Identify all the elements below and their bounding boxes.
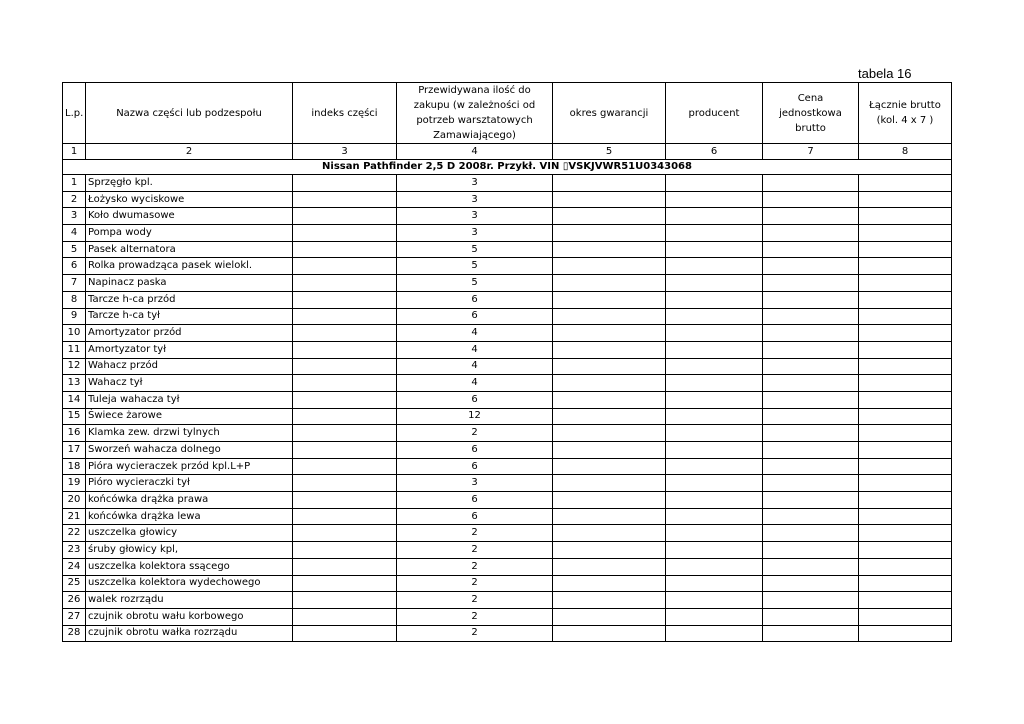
- row-warranty: [553, 225, 666, 242]
- table-row: [63, 275, 952, 292]
- row-total-gross: [859, 341, 952, 358]
- row-total-gross: [859, 325, 952, 342]
- table-row: [63, 575, 952, 592]
- row-producer: [666, 175, 763, 192]
- row-producer: [666, 325, 763, 342]
- row-unit-price: [763, 358, 859, 375]
- row-part-index: [293, 308, 397, 325]
- row-unit-price: [763, 592, 859, 609]
- row-quantity: 3: [397, 475, 553, 492]
- table-row: [63, 608, 952, 625]
- row-producer: [666, 558, 763, 575]
- row-producer: [666, 391, 763, 408]
- row-lp: 2: [63, 191, 86, 208]
- row-unit-price: [763, 258, 859, 275]
- row-lp: 1: [63, 175, 86, 192]
- row-unit-price: [763, 191, 859, 208]
- row-warranty: [553, 241, 666, 258]
- row-unit-price: [763, 625, 859, 642]
- row-total-gross: [859, 375, 952, 392]
- row-quantity: 6: [397, 391, 553, 408]
- row-producer: [666, 475, 763, 492]
- row-unit-price: [763, 408, 859, 425]
- row-lp: 22: [63, 525, 86, 542]
- row-lp: 15: [63, 408, 86, 425]
- row-part-name: śruby głowicy kpl,: [86, 542, 293, 559]
- row-total-gross: [859, 208, 952, 225]
- table-row: [63, 425, 952, 442]
- row-quantity: 2: [397, 625, 553, 642]
- row-warranty: [553, 575, 666, 592]
- row-producer: [666, 275, 763, 292]
- row-lp: 3: [63, 208, 86, 225]
- row-quantity: 2: [397, 542, 553, 559]
- row-part-name: Amortyzator tył: [86, 341, 293, 358]
- row-part-name: Amortyzator przód: [86, 325, 293, 342]
- row-producer: [666, 241, 763, 258]
- row-unit-price: [763, 542, 859, 559]
- row-producer: [666, 492, 763, 509]
- row-warranty: [553, 442, 666, 459]
- row-warranty: [553, 375, 666, 392]
- row-part-name: czujnik obrotu wału korbowego: [86, 608, 293, 625]
- table-row: [63, 525, 952, 542]
- row-total-gross: [859, 308, 952, 325]
- row-quantity: 5: [397, 241, 553, 258]
- row-warranty: [553, 425, 666, 442]
- row-unit-price: [763, 475, 859, 492]
- row-total-gross: [859, 175, 952, 192]
- table-row: [63, 558, 952, 575]
- row-total-gross: [859, 358, 952, 375]
- row-part-name: końcówka drążka lewa: [86, 508, 293, 525]
- table-row: [63, 191, 952, 208]
- row-unit-price: [763, 458, 859, 475]
- row-part-name: Koło dwumasowe: [86, 208, 293, 225]
- row-total-gross: [859, 275, 952, 292]
- row-quantity: 6: [397, 442, 553, 459]
- column-number: 1: [63, 144, 86, 160]
- row-part-name: walek rozrządu: [86, 592, 293, 609]
- column-number: 2: [86, 144, 293, 160]
- row-unit-price: [763, 608, 859, 625]
- row-quantity: 5: [397, 258, 553, 275]
- row-part-index: [293, 458, 397, 475]
- row-warranty: [553, 258, 666, 275]
- row-warranty: [553, 391, 666, 408]
- row-quantity: 2: [397, 592, 553, 609]
- row-warranty: [553, 358, 666, 375]
- row-lp: 21: [63, 508, 86, 525]
- row-part-name: Pompa wody: [86, 225, 293, 242]
- row-quantity: 4: [397, 358, 553, 375]
- row-lp: 9: [63, 308, 86, 325]
- row-warranty: [553, 208, 666, 225]
- row-part-index: [293, 508, 397, 525]
- row-part-name: Pasek alternatora: [86, 241, 293, 258]
- column-number: 5: [553, 144, 666, 160]
- row-part-index: [293, 492, 397, 509]
- row-unit-price: [763, 175, 859, 192]
- row-producer: [666, 592, 763, 609]
- row-part-index: [293, 525, 397, 542]
- row-unit-price: [763, 558, 859, 575]
- row-part-index: [293, 442, 397, 459]
- row-quantity: 6: [397, 308, 553, 325]
- row-part-index: [293, 558, 397, 575]
- table-row: [63, 592, 952, 609]
- row-part-index: [293, 425, 397, 442]
- row-unit-price: [763, 492, 859, 509]
- row-quantity: 2: [397, 608, 553, 625]
- row-lp: 28: [63, 625, 86, 642]
- row-quantity: 3: [397, 208, 553, 225]
- row-quantity: 2: [397, 558, 553, 575]
- table-row: [63, 258, 952, 275]
- column-number-row: [63, 144, 952, 160]
- row-lp: 23: [63, 542, 86, 559]
- table-row: [63, 375, 952, 392]
- row-producer: [666, 608, 763, 625]
- row-part-name: Napinacz paska: [86, 275, 293, 292]
- table-row: [63, 391, 952, 408]
- row-lp: 19: [63, 475, 86, 492]
- row-total-gross: [859, 258, 952, 275]
- row-unit-price: [763, 442, 859, 459]
- table-row: [63, 625, 952, 642]
- row-part-name: uszczelka głowicy: [86, 525, 293, 542]
- table-row: [63, 442, 952, 459]
- row-lp: 11: [63, 341, 86, 358]
- row-warranty: [553, 341, 666, 358]
- row-unit-price: [763, 508, 859, 525]
- row-producer: [666, 442, 763, 459]
- row-part-name: Tarcze h-ca przód: [86, 291, 293, 308]
- row-part-name: Sworzeń wahacza dolnego: [86, 442, 293, 459]
- row-producer: [666, 408, 763, 425]
- table-row: [63, 542, 952, 559]
- row-warranty: [553, 592, 666, 609]
- row-producer: [666, 341, 763, 358]
- row-warranty: [553, 175, 666, 192]
- row-total-gross: [859, 458, 952, 475]
- row-lp: 25: [63, 575, 86, 592]
- row-quantity: 12: [397, 408, 553, 425]
- row-part-name: Rolka prowadząca pasek wielokl.: [86, 258, 293, 275]
- section-title: Nissan Pathfinder 2,5 D 2008r. Przykł. VIN ▯VSKJVWR51U0343068: [63, 160, 952, 175]
- column-number: 4: [397, 144, 553, 160]
- row-unit-price: [763, 341, 859, 358]
- row-part-index: [293, 608, 397, 625]
- row-part-index: [293, 275, 397, 292]
- row-quantity: 6: [397, 291, 553, 308]
- row-quantity: 3: [397, 191, 553, 208]
- row-producer: [666, 375, 763, 392]
- row-unit-price: [763, 325, 859, 342]
- row-warranty: [553, 558, 666, 575]
- row-total-gross: [859, 391, 952, 408]
- row-part-index: [293, 241, 397, 258]
- table-row: [63, 308, 952, 325]
- row-producer: [666, 508, 763, 525]
- row-quantity: 6: [397, 458, 553, 475]
- row-part-name: Tarcze h-ca tył: [86, 308, 293, 325]
- row-unit-price: [763, 208, 859, 225]
- row-warranty: [553, 275, 666, 292]
- row-total-gross: [859, 442, 952, 459]
- row-part-name: uszczelka kolektora wydechowego: [86, 575, 293, 592]
- row-unit-price: [763, 391, 859, 408]
- row-part-index: [293, 575, 397, 592]
- row-warranty: [553, 325, 666, 342]
- row-part-index: [293, 341, 397, 358]
- row-part-index: [293, 475, 397, 492]
- row-lp: 12: [63, 358, 86, 375]
- row-part-index: [293, 408, 397, 425]
- header-part-index: indeks części: [293, 83, 397, 144]
- row-total-gross: [859, 425, 952, 442]
- row-unit-price: [763, 575, 859, 592]
- row-warranty: [553, 542, 666, 559]
- row-lp: 20: [63, 492, 86, 509]
- parts-table: [62, 82, 952, 642]
- row-total-gross: [859, 291, 952, 308]
- row-lp: 26: [63, 592, 86, 609]
- row-producer: [666, 225, 763, 242]
- row-unit-price: [763, 308, 859, 325]
- row-producer: [666, 308, 763, 325]
- header-warranty: okres gwarancji: [553, 83, 666, 144]
- row-unit-price: [763, 241, 859, 258]
- table-row: [63, 408, 952, 425]
- row-total-gross: [859, 408, 952, 425]
- table-row: [63, 508, 952, 525]
- row-lp: 6: [63, 258, 86, 275]
- row-lp: 8: [63, 291, 86, 308]
- row-producer: [666, 258, 763, 275]
- row-part-name: Pióro wycieraczki tył: [86, 475, 293, 492]
- row-quantity: 2: [397, 525, 553, 542]
- row-warranty: [553, 525, 666, 542]
- row-warranty: [553, 608, 666, 625]
- table-row: [63, 175, 952, 192]
- header-part-name: Nazwa części lub podzespołu: [86, 83, 293, 144]
- row-lp: 10: [63, 325, 86, 342]
- row-part-name: Sprzęgło kpl.: [86, 175, 293, 192]
- row-unit-price: [763, 275, 859, 292]
- row-total-gross: [859, 508, 952, 525]
- row-producer: [666, 291, 763, 308]
- row-total-gross: [859, 492, 952, 509]
- row-lp: 18: [63, 458, 86, 475]
- row-producer: [666, 525, 763, 542]
- column-number: 7: [763, 144, 859, 160]
- row-quantity: 2: [397, 575, 553, 592]
- row-producer: [666, 458, 763, 475]
- row-part-index: [293, 208, 397, 225]
- row-part-index: [293, 225, 397, 242]
- row-lp: 5: [63, 241, 86, 258]
- header-quantity: Przewidywana ilość do zakupu (w zależności od potrzeb warsztatowych Zamawiającego): [397, 83, 553, 144]
- row-part-name: Wahacz przód: [86, 358, 293, 375]
- row-quantity: 3: [397, 175, 553, 192]
- table-row: [63, 475, 952, 492]
- row-warranty: [553, 191, 666, 208]
- row-unit-price: [763, 291, 859, 308]
- row-part-name: końcówka drążka prawa: [86, 492, 293, 509]
- row-quantity: 2: [397, 425, 553, 442]
- row-total-gross: [859, 225, 952, 242]
- row-part-index: [293, 175, 397, 192]
- row-part-index: [293, 375, 397, 392]
- row-total-gross: [859, 191, 952, 208]
- table-row: [63, 241, 952, 258]
- row-lp: 24: [63, 558, 86, 575]
- row-warranty: [553, 458, 666, 475]
- row-part-name: Tuleja wahacza tył: [86, 391, 293, 408]
- row-producer: [666, 575, 763, 592]
- row-part-index: [293, 625, 397, 642]
- row-lp: 17: [63, 442, 86, 459]
- row-part-index: [293, 391, 397, 408]
- row-warranty: [553, 625, 666, 642]
- row-total-gross: [859, 558, 952, 575]
- row-part-name: Klamka zew. drzwi tylnych: [86, 425, 293, 442]
- table-row: [63, 358, 952, 375]
- header-row: [63, 83, 952, 144]
- row-warranty: [553, 308, 666, 325]
- row-lp: 7: [63, 275, 86, 292]
- row-producer: [666, 425, 763, 442]
- row-part-index: [293, 592, 397, 609]
- row-warranty: [553, 408, 666, 425]
- row-part-name: Pióra wycieraczek przód kpl.L+P: [86, 458, 293, 475]
- row-lp: 4: [63, 225, 86, 242]
- row-total-gross: [859, 475, 952, 492]
- row-unit-price: [763, 525, 859, 542]
- column-number: 8: [859, 144, 952, 160]
- row-warranty: [553, 492, 666, 509]
- row-producer: [666, 358, 763, 375]
- row-warranty: [553, 508, 666, 525]
- row-total-gross: [859, 608, 952, 625]
- row-part-index: [293, 325, 397, 342]
- row-total-gross: [859, 542, 952, 559]
- row-producer: [666, 191, 763, 208]
- row-quantity: 5: [397, 275, 553, 292]
- table-row: [63, 225, 952, 242]
- row-producer: [666, 542, 763, 559]
- row-part-index: [293, 291, 397, 308]
- header-producer: producent: [666, 83, 763, 144]
- row-warranty: [553, 291, 666, 308]
- row-part-index: [293, 258, 397, 275]
- row-total-gross: [859, 525, 952, 542]
- row-lp: 14: [63, 391, 86, 408]
- column-number: 3: [293, 144, 397, 160]
- row-part-name: Łożysko wyciskowe: [86, 191, 293, 208]
- table-caption: tabela 16: [858, 66, 912, 81]
- row-unit-price: [763, 375, 859, 392]
- table-row: [63, 291, 952, 308]
- row-quantity: 3: [397, 225, 553, 242]
- row-warranty: [553, 475, 666, 492]
- table-row: [63, 341, 952, 358]
- table-row: [63, 325, 952, 342]
- row-part-index: [293, 542, 397, 559]
- row-lp: 16: [63, 425, 86, 442]
- row-total-gross: [859, 592, 952, 609]
- row-part-index: [293, 358, 397, 375]
- row-part-name: Świece żarowe: [86, 408, 293, 425]
- column-number: 6: [666, 144, 763, 160]
- header-total-gross: Łącznie brutto (kol. 4 x 7 ): [859, 83, 952, 144]
- table-row: [63, 208, 952, 225]
- row-total-gross: [859, 575, 952, 592]
- row-lp: 13: [63, 375, 86, 392]
- table-row: [63, 458, 952, 475]
- row-total-gross: [859, 241, 952, 258]
- header-unit-price: Cena jednostkowa brutto: [763, 83, 859, 144]
- row-quantity: 6: [397, 508, 553, 525]
- row-producer: [666, 625, 763, 642]
- row-part-name: czujnik obrotu wałka rozrządu: [86, 625, 293, 642]
- row-part-name: uszczelka kolektora ssącego: [86, 558, 293, 575]
- row-part-index: [293, 191, 397, 208]
- row-lp: 27: [63, 608, 86, 625]
- row-quantity: 4: [397, 375, 553, 392]
- row-part-name: Wahacz tył: [86, 375, 293, 392]
- row-unit-price: [763, 225, 859, 242]
- row-quantity: 6: [397, 492, 553, 509]
- row-total-gross: [859, 625, 952, 642]
- row-quantity: 4: [397, 325, 553, 342]
- row-producer: [666, 208, 763, 225]
- header-lp: L.p.: [63, 83, 86, 144]
- table-row: [63, 492, 952, 509]
- row-unit-price: [763, 425, 859, 442]
- row-quantity: 4: [397, 341, 553, 358]
- section-row: [63, 160, 952, 175]
